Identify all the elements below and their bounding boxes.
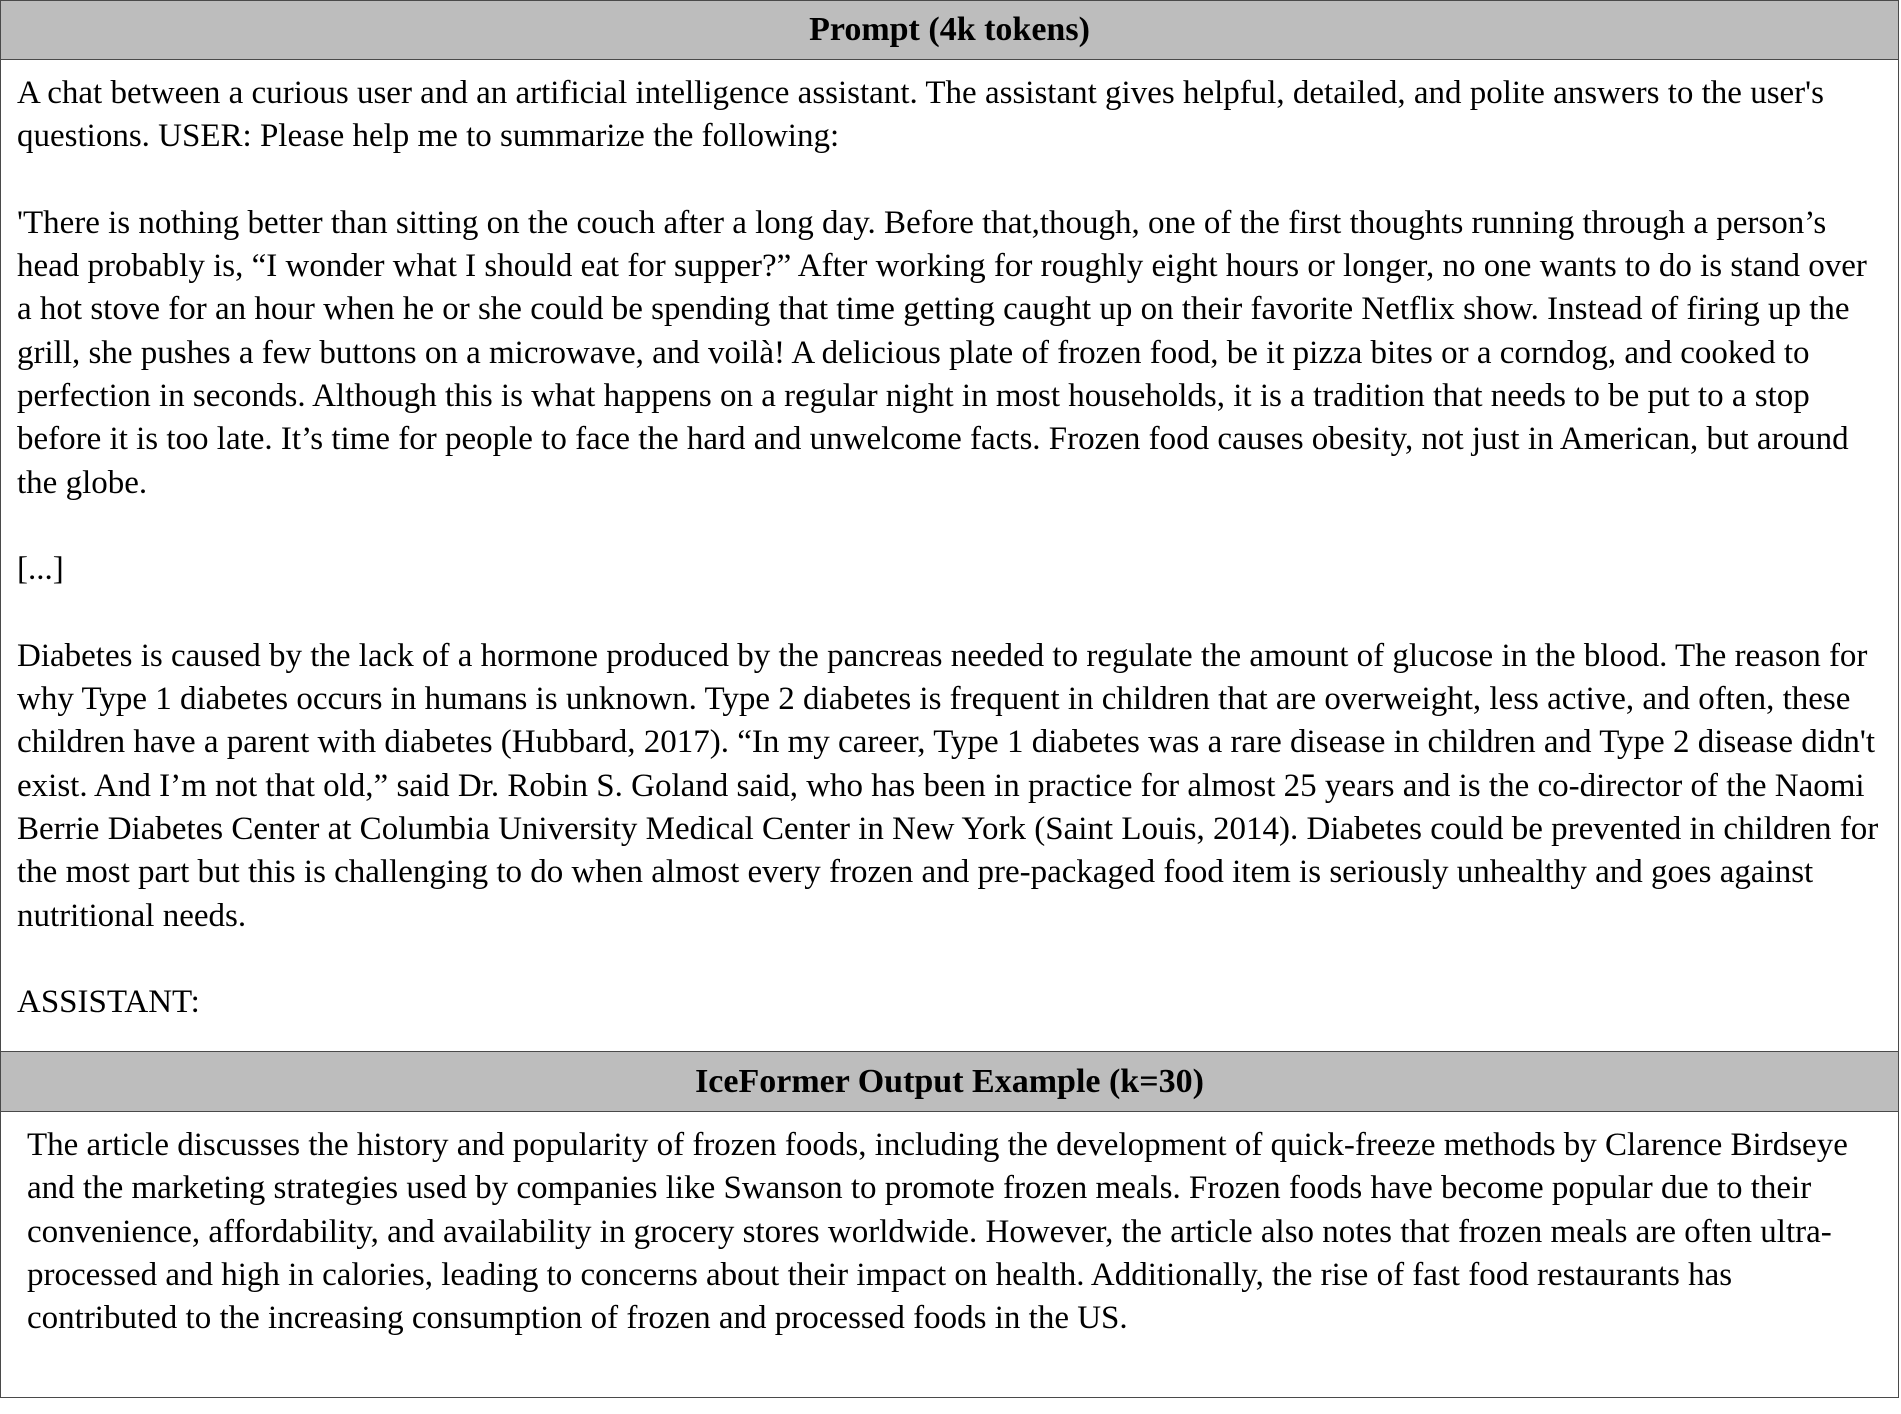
prompt-header: Prompt (4k tokens)	[1, 1, 1898, 60]
output-text: The article discusses the history and popularity of frozen foods, including the development of quick-freeze methods by Clarence Birdseye and the marketing strategies used by companies like Swanson to promote frozen meals. Frozen foods have become popular due to their convenience, affordability, and availability in grocery stores worldwide. However, the article also notes that frozen meals are often ultra-processed and high in calories, leading to concerns about their impact on health. Additionally, the rise of fast food restaurants has contributed to the increasing consumption of frozen and processed foods in the US.	[27, 1127, 1848, 1337]
prompt-body	[1, 60, 1898, 1052]
prompt-article-diabetes-paragraph: Diabetes is caused by the lack of a hormone produced by the pancreas needed to regulate the amount of glucose in the blood. The reason for why Type 1 diabetes occurs in humans is unknown. Type 2 diabetes is frequent in children that are overweight, less active, and often, these children have a parent with diabetes (Hubbard, 2017). “In my career, Type 1 diabetes was a rare disease in children and Type 2 disease didn't exist. And I’m not that old,” said Dr. Robin S. Goland said, who has been in practice for almost 25 years and is the co-director of the Naomi Berrie Diabetes Center at Columbia University Medical Center in New York (Saint Louis, 2014). Diabetes could be prevented in children for the most part but this is challenging to do when almost every frozen and pre-packaged food item is seriously unhealthy and goes against nutritional needs.	[17, 637, 1879, 934]
output-body	[1, 1112, 1898, 1340]
output-header: IceFormer Output Example (k=30)	[1, 1052, 1898, 1112]
prompt-article-intro-paragraph: 'There is nothing better than sitting on the couch after a long day. Before that,though, one of the first thoughts running through a person’s head probably is, “I wonder what I should eat for supper?” After working for roughly eight hours or longer, no one wants to do is stand over a hot stove for an hour when he or she could be spending that time getting caught up on their favorite Netflix show. Instead of firing up the grill, she pushes a few buttons on a microwave, and voilà! A delicious plate of frozen food, be it pizza bites or a corndog, and cooked to perfection in seconds. Although this is what happens on a regular night in most households, it is a tradition that needs to be put to a stop before it is too late. It’s time for people to face the hard and unwelcome facts. Frozen food causes obesity, not just in American, but around the globe.	[17, 204, 1867, 501]
prompt-ellipsis: [...]	[17, 551, 64, 588]
prompt-system-paragraph: A chat between a curious user and an artificial intelligence assistant. The assistant gives helpful, detailed, and polite answers to the user's questions. USER: Please help me to summarize the following:	[17, 75, 1824, 155]
prompt-assistant-label: ASSISTANT:	[17, 984, 200, 1021]
